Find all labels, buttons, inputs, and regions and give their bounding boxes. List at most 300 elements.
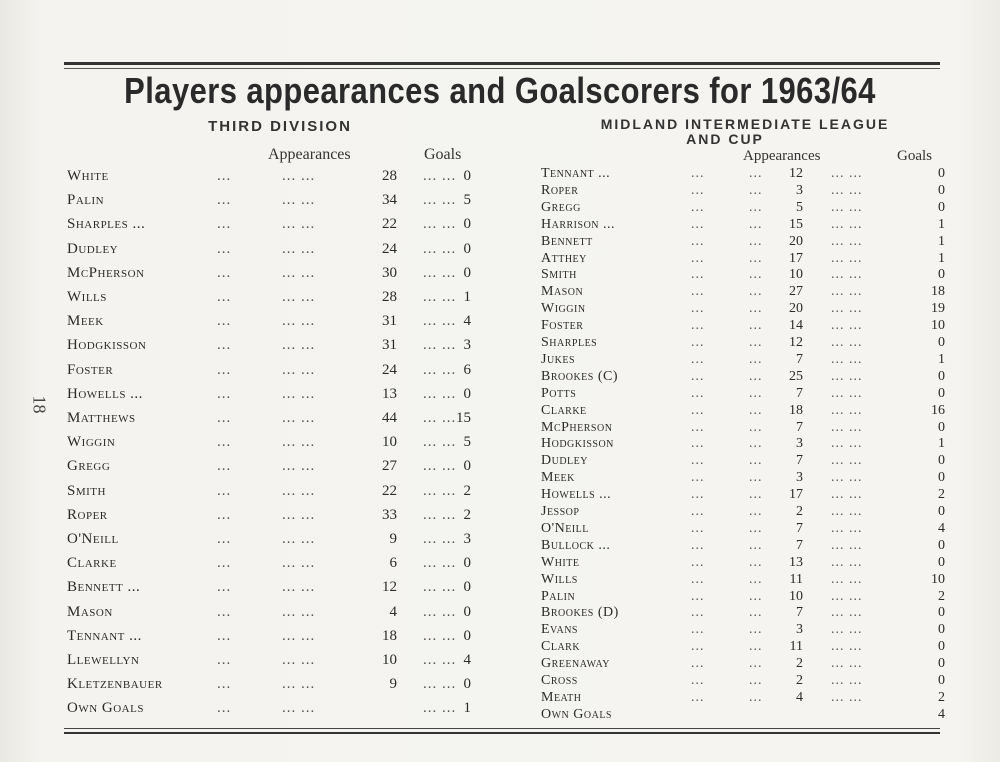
player-name: Palin — [541, 588, 576, 604]
goals-value: 2 — [938, 588, 945, 604]
player-name: Dudley — [67, 240, 119, 257]
leader-dots: ... — [691, 301, 705, 317]
leader-dots: ... — [691, 571, 705, 587]
leader-dots: ... — [749, 656, 763, 672]
goals-value: 0 — [463, 676, 471, 693]
leader-dots: ... — [217, 289, 232, 305]
leader-dots: ... — [749, 402, 763, 418]
leader-dots: ... — [691, 335, 705, 350]
right-goals-header: Goals — [897, 148, 932, 164]
leader-dots: ... — [217, 555, 232, 572]
leader-dots: ... ... — [831, 318, 863, 334]
player-name: Clarke — [541, 402, 587, 418]
top-rule — [64, 62, 940, 65]
leader-dots: ... — [749, 588, 763, 604]
leader-dots: ... ... — [282, 385, 316, 402]
leader-dots: ... ... — [423, 700, 457, 717]
player-name: Meek — [541, 470, 575, 486]
leader-dots: ... ... — [282, 264, 316, 281]
leader-dots: ... — [749, 605, 763, 621]
leader-dots: ... — [217, 410, 232, 426]
player-name: Tennant ... — [541, 166, 611, 181]
leader-dots: ... — [217, 603, 232, 620]
leader-dots: ... ... — [831, 250, 863, 266]
player-name: Bennett — [541, 233, 593, 249]
leader-dots: ... — [691, 639, 705, 655]
leader-dots: ... — [749, 284, 763, 300]
top-rule-thin — [64, 68, 940, 69]
page-number: 18 — [29, 395, 50, 414]
leader-dots: ... — [749, 368, 763, 384]
goals-value: 0 — [463, 627, 471, 644]
player-name: Clark — [541, 639, 581, 655]
leader-dots: ... — [749, 385, 763, 401]
goals-value: 10 — [931, 318, 945, 334]
leader-dots: ... — [217, 676, 232, 693]
leader-dots: ... ... — [423, 603, 457, 620]
player-name: O'Neill — [541, 520, 589, 536]
appearances-value: 4 — [796, 689, 803, 705]
leader-dots: ... — [691, 385, 705, 401]
leader-dots: ... — [217, 434, 232, 451]
appearances-value: 14 — [789, 318, 803, 334]
leader-dots: ... ... — [831, 673, 863, 688]
player-name: Harrison ... — [541, 216, 616, 232]
leader-dots: ... — [749, 216, 763, 232]
appearances-value: 34 — [382, 192, 397, 209]
goals-value: 0 — [938, 537, 945, 553]
leader-dots: ... ... — [831, 233, 863, 249]
appearances-value: 7 — [796, 520, 803, 536]
leader-dots: ... — [691, 267, 705, 283]
leader-dots: ... ... — [423, 627, 457, 644]
appearances-value: 2 — [796, 656, 803, 672]
appearances-value: 3 — [796, 470, 803, 486]
leader-dots: ... ... — [282, 216, 316, 233]
page-title: Players appearances and Goalscorers for 1963/64 — [124, 70, 876, 111]
leader-dots: ... ... — [423, 240, 457, 257]
player-name: Brookes (C) — [541, 368, 619, 384]
appearances-value: 7 — [796, 605, 803, 621]
leader-dots: ... ... — [831, 351, 863, 367]
goals-value: 0 — [463, 458, 471, 475]
leader-dots: ... ... — [831, 166, 863, 181]
goals-value: 10 — [931, 571, 945, 587]
player-name: Jessop — [541, 504, 580, 519]
leader-dots: ... — [217, 579, 232, 596]
leader-dots: ... — [217, 627, 232, 644]
goals-value: 4 — [938, 706, 945, 722]
goals-value: 0 — [938, 199, 945, 215]
goals-value: 16 — [931, 402, 945, 418]
appearances-value: 22 — [382, 216, 397, 233]
leader-dots: ... ... — [282, 627, 316, 644]
player-name: Evans — [541, 622, 578, 638]
leader-dots: ... — [749, 520, 763, 536]
leader-dots: ... — [217, 652, 232, 668]
goals-value: 3 — [463, 337, 471, 354]
leader-dots: ... — [691, 182, 705, 198]
appearances-value: 33 — [382, 506, 397, 523]
leader-dots: ... — [749, 166, 763, 181]
goals-value: 5 — [463, 192, 471, 209]
leader-dots: ... — [217, 361, 232, 378]
leader-dots: ... ... — [423, 361, 457, 378]
appearances-value: 12 — [382, 579, 397, 596]
leader-dots: ... — [691, 554, 705, 570]
appearances-value: 11 — [789, 639, 803, 655]
leader-dots: ... — [217, 313, 232, 330]
player-name: Atthey — [541, 250, 587, 266]
leader-dots: ... — [691, 453, 705, 469]
appearances-value: 24 — [382, 240, 397, 257]
appearances-value: 18 — [789, 402, 803, 418]
leader-dots: ... — [749, 182, 763, 198]
appearances-value: 20 — [789, 301, 803, 317]
leader-dots: ... — [749, 250, 763, 266]
right-appearances-header: Appearances — [743, 148, 821, 164]
leader-dots: ... — [691, 199, 705, 215]
player-name: Meek — [67, 313, 104, 330]
appearances-value: 6 — [389, 555, 397, 572]
goals-value: 0 — [463, 385, 471, 402]
appearances-value: 44 — [382, 410, 397, 426]
leader-dots: ... — [691, 504, 705, 519]
appearances-value: 7 — [796, 351, 803, 367]
goals-value: 4 — [463, 313, 471, 330]
leader-dots: ... — [691, 233, 705, 249]
leader-dots: ... — [691, 166, 705, 181]
player-name: Own Goals — [67, 700, 144, 717]
goals-value: 0 — [463, 555, 471, 572]
leader-dots: ... — [749, 199, 763, 215]
goals-value: 0 — [463, 240, 471, 257]
appearances-value: 12 — [789, 335, 803, 350]
leader-dots: ... ... — [282, 192, 316, 209]
appearances-value: 3 — [796, 182, 803, 198]
appearances-value: 17 — [789, 250, 803, 266]
leader-dots: ... — [217, 240, 232, 257]
appearances-value: 30 — [382, 264, 397, 281]
player-name: Tennant ... — [67, 627, 142, 644]
leader-dots: ... ... — [423, 531, 457, 547]
player-name: Jukes — [541, 351, 576, 367]
leader-dots: ... — [749, 267, 763, 283]
leader-dots: ... — [749, 335, 763, 350]
leader-dots: ... — [749, 453, 763, 469]
appearances-value: 9 — [389, 531, 397, 547]
leader-dots: ... ... — [831, 470, 863, 486]
leader-dots: ... ... — [831, 487, 863, 503]
player-name: Roper — [67, 506, 108, 523]
appearances-value: 10 — [382, 434, 397, 451]
leader-dots: ... — [749, 470, 763, 486]
leader-dots: ... ... — [831, 639, 863, 655]
leader-dots: ... — [749, 301, 763, 317]
player-name: Foster — [67, 361, 114, 378]
leader-dots: ... ... — [282, 410, 316, 426]
leader-dots: ... ... — [282, 700, 316, 717]
leader-dots: ... ... — [831, 588, 863, 604]
appearances-value: 2 — [796, 673, 803, 688]
left-goals-header: Goals — [424, 146, 462, 163]
leader-dots: ... — [749, 689, 763, 705]
leader-dots: ... ... — [423, 385, 457, 402]
leader-dots: ... ... — [831, 436, 863, 452]
leader-dots: ... — [749, 233, 763, 249]
leader-dots: ... ... — [831, 402, 863, 418]
leader-dots: ... ... — [831, 284, 863, 300]
leader-dots: ... — [749, 351, 763, 367]
leader-dots: ... ... — [282, 603, 316, 620]
goals-value: 0 — [938, 605, 945, 621]
goals-value: 0 — [463, 168, 471, 184]
goals-value: 0 — [463, 579, 471, 596]
left-appearances-header: Appearances — [268, 146, 351, 163]
appearances-value: 3 — [796, 622, 803, 638]
leader-dots: ... — [691, 284, 705, 300]
appearances-value: 2 — [796, 504, 803, 519]
goals-value: 18 — [931, 284, 945, 300]
leader-dots: ... ... — [831, 689, 863, 705]
leader-dots: ... — [217, 264, 232, 281]
goals-value: 0 — [938, 368, 945, 384]
leader-dots: ... ... — [282, 555, 316, 572]
goals-value: 0 — [938, 267, 945, 283]
leader-dots: ... ... — [282, 434, 316, 451]
appearances-value: 7 — [796, 537, 803, 553]
player-name: Hodgkisson — [541, 436, 614, 452]
player-name: Mason — [67, 603, 113, 620]
goals-value: 2 — [463, 482, 471, 499]
leader-dots: ... — [217, 216, 232, 233]
player-name: Hodgkisson — [67, 337, 147, 354]
appearances-value: 31 — [382, 337, 397, 354]
leader-dots: ... — [691, 368, 705, 384]
leader-dots: ... — [691, 656, 705, 672]
leader-dots: ... ... — [831, 504, 863, 519]
leader-dots: ... ... — [831, 335, 863, 350]
player-name: McPherson — [541, 419, 613, 435]
leader-dots: ... — [749, 419, 763, 435]
leader-dots: ... — [691, 250, 705, 266]
goals-value: 3 — [463, 531, 471, 547]
leader-dots: ... — [691, 689, 705, 705]
leader-dots: ... — [217, 385, 232, 402]
appearances-value: 10 — [789, 267, 803, 283]
appearances-value: 28 — [382, 168, 397, 184]
goals-value: 0 — [463, 603, 471, 620]
player-name: Kletzenbauer — [67, 676, 163, 693]
player-name: Clarke — [67, 555, 117, 572]
player-name: McPherson — [67, 264, 145, 281]
player-name: Smith — [67, 482, 106, 499]
goals-value: 0 — [938, 656, 945, 672]
goals-value: 1 — [938, 250, 945, 266]
bottom-rule-thin — [64, 728, 940, 729]
leader-dots: ... ... — [423, 482, 457, 499]
leader-dots: ... ... — [282, 240, 316, 257]
leader-dots: ... ... — [831, 368, 863, 384]
leader-dots: ... ... — [282, 289, 316, 305]
leader-dots: ... — [691, 537, 705, 553]
player-name: Foster — [541, 318, 584, 334]
player-name: Bullock ... — [541, 537, 611, 553]
leader-dots: ... — [217, 458, 232, 475]
leader-dots: ... ... — [423, 216, 457, 233]
player-name: Howells ... — [67, 385, 143, 402]
goals-value: 0 — [938, 470, 945, 486]
midland-league-heading: MIDLAND INTERMEDIATE LEAGUE — [600, 116, 890, 132]
player-name: Potts — [541, 385, 577, 401]
bottom-rule — [64, 732, 940, 734]
leader-dots: ... — [749, 537, 763, 553]
leader-dots: ... ... — [831, 301, 863, 317]
leader-dots: ... ... — [423, 192, 457, 209]
midland-league-heading-line2: AND CUP — [686, 131, 764, 147]
goals-value: 4 — [463, 652, 471, 668]
leader-dots: ... ... — [282, 361, 316, 378]
leader-dots: ... — [691, 470, 705, 486]
goals-value: 0 — [463, 264, 471, 281]
leader-dots: ... ... — [282, 337, 316, 354]
appearances-value: 27 — [789, 284, 803, 300]
leader-dots: ... ... — [423, 555, 457, 572]
appearances-value: 3 — [796, 436, 803, 452]
leader-dots: ... — [691, 622, 705, 638]
leader-dots: ... — [749, 622, 763, 638]
goals-value: 19 — [931, 301, 945, 317]
appearances-value: 13 — [789, 554, 803, 570]
leader-dots: ... ... — [282, 676, 316, 693]
leader-dots: ... ... — [423, 506, 457, 523]
leader-dots: ... — [691, 351, 705, 367]
appearances-value: 31 — [382, 313, 397, 330]
appearances-value: 7 — [796, 453, 803, 469]
player-name: Mason — [541, 284, 584, 300]
appearances-value: 7 — [796, 385, 803, 401]
player-name: Cross — [541, 673, 578, 688]
leader-dots: ... ... — [831, 385, 863, 401]
goals-value: 0 — [938, 622, 945, 638]
appearances-value: 5 — [796, 199, 803, 215]
leader-dots: ... ... — [282, 579, 316, 596]
leader-dots: ... — [749, 504, 763, 519]
leader-dots: ... ... — [282, 506, 316, 523]
leader-dots: ... ... — [831, 571, 863, 587]
leader-dots: ... ... — [831, 453, 863, 469]
player-name: Wills — [541, 571, 578, 587]
leader-dots: ... — [217, 482, 232, 499]
player-name: Own Goals — [541, 706, 612, 722]
leader-dots: ... — [691, 605, 705, 621]
leader-dots: ... ... — [423, 434, 457, 451]
appearances-value: 20 — [789, 233, 803, 249]
leader-dots: ... ... — [423, 652, 457, 668]
appearances-value: 11 — [789, 571, 803, 587]
appearances-value: 4 — [389, 603, 397, 620]
player-name: Bennett ... — [67, 579, 141, 596]
player-name: Gregg — [541, 199, 581, 215]
appearances-value: 17 — [789, 487, 803, 503]
leader-dots: ... ... — [831, 605, 863, 621]
leader-dots: ... — [749, 318, 763, 334]
player-name: Wills — [67, 289, 107, 305]
player-name: Palin — [67, 192, 105, 209]
leader-dots: ... — [217, 168, 232, 184]
leader-dots: ... — [691, 419, 705, 435]
leader-dots: ... ... — [831, 267, 863, 283]
leader-dots: ... — [217, 506, 232, 523]
goals-value: 1 — [938, 216, 945, 232]
goals-value: 0 — [938, 673, 945, 688]
leader-dots: ... ... — [282, 482, 316, 499]
leader-dots: ... ... — [423, 410, 457, 426]
goals-value: 1 — [938, 233, 945, 249]
goals-value: 1 — [938, 351, 945, 367]
leader-dots: ... ... — [423, 264, 457, 281]
third-division-heading: THIRD DIVISION — [208, 118, 352, 135]
goals-value: 0 — [938, 554, 945, 570]
goals-value: 0 — [938, 504, 945, 519]
leader-dots: ... — [217, 337, 232, 354]
leader-dots: ... ... — [831, 520, 863, 536]
player-name: White — [67, 168, 109, 184]
goals-value: 2 — [463, 506, 471, 523]
leader-dots: ... ... — [831, 182, 863, 198]
leader-dots: ... — [749, 436, 763, 452]
leader-dots: ... — [217, 531, 232, 547]
goals-value: 4 — [938, 520, 945, 536]
goals-value: 6 — [463, 361, 471, 378]
leader-dots: ... — [691, 520, 705, 536]
leader-dots: ... ... — [282, 168, 316, 184]
leader-dots: ... — [691, 216, 705, 232]
leader-dots: ... ... — [831, 199, 863, 215]
leader-dots: ... — [217, 700, 232, 717]
player-name: Wiggin — [541, 301, 586, 317]
player-name: Sharples ... — [67, 216, 146, 233]
leader-dots: ... — [691, 588, 705, 604]
goals-value: 0 — [938, 453, 945, 469]
leader-dots: ... — [749, 571, 763, 587]
goals-value: 0 — [938, 182, 945, 198]
goals-value: 0 — [938, 419, 945, 435]
leader-dots: ... ... — [423, 168, 457, 184]
leader-dots: ... ... — [423, 289, 457, 305]
leader-dots: ... ... — [423, 458, 457, 475]
appearances-value: 13 — [382, 385, 397, 402]
goals-value: 0 — [463, 216, 471, 233]
goals-value: 0 — [938, 639, 945, 655]
goals-value: 1 — [463, 700, 471, 717]
appearances-value: 15 — [789, 216, 803, 232]
leader-dots: ... ... — [831, 554, 863, 570]
leader-dots: ... ... — [831, 537, 863, 553]
leader-dots: ... ... — [423, 313, 457, 330]
goals-value: 2 — [938, 689, 945, 705]
leader-dots: ... — [691, 436, 705, 452]
appearances-value: 22 — [382, 482, 397, 499]
leader-dots: ... — [749, 554, 763, 570]
appearances-value: 18 — [382, 627, 397, 644]
goals-value: 5 — [463, 434, 471, 451]
leader-dots: ... — [217, 192, 232, 209]
appearances-value: 9 — [389, 676, 397, 693]
player-name: Howells ... — [541, 487, 612, 503]
leader-dots: ... — [691, 402, 705, 418]
appearances-value: 28 — [382, 289, 397, 305]
